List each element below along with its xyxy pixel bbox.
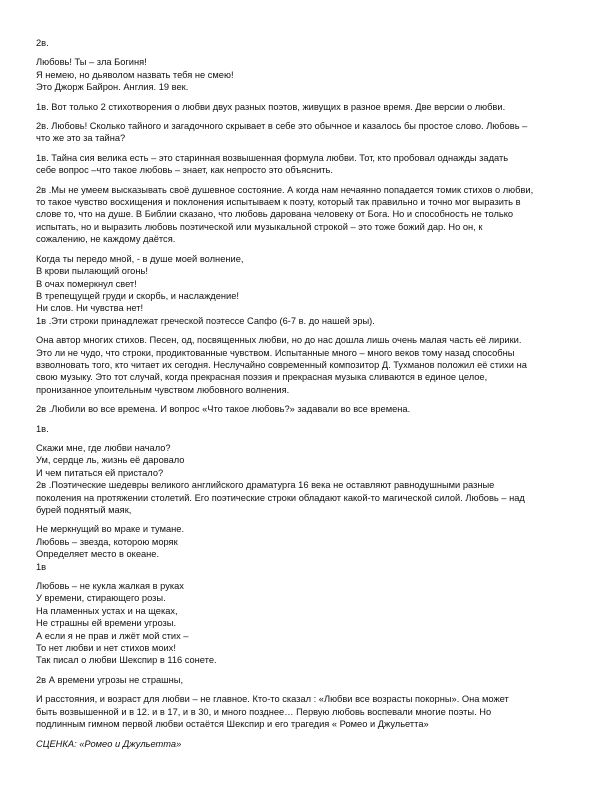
text-line: Это ли не чудо, что строки, продиктованные чувством. Испытанные много – много веков тому назад способны (36, 347, 515, 358)
text-line: Ни слов. Ни чувства нет! (36, 303, 144, 314)
text-line: поколения на протяжении столетий. Его поэтические строки обладают какой-то магической силой. Любовь – над (36, 492, 525, 503)
text-line: сожалению, не каждому даётся. (36, 234, 176, 245)
text-line: И расстояния, и возраст для любви – не главное. Кто-то сказал : «Любви все возрасты покорны». Она может (36, 694, 509, 705)
text-line: себе вопрос –что такое любовь – знает, как непросто это объяснить. (36, 165, 333, 176)
text-line: подлинным гимном первой любви остаётся Шекспир и его трагедия « Ромео и Джульетта» (36, 719, 429, 730)
text-line: В крови пылающий огонь! (36, 266, 148, 277)
text-line: Она автор многих стихов. Песен, од, посвященных любви, но до нас дошла лишь очень малая часть её лирики. (36, 335, 522, 346)
text-line: свою музыку. Это тот случай, когда прекрасная поэзия и прекрасная музыка сливаются в единое целое, (36, 372, 488, 383)
paragraph (36, 120, 576, 145)
text-line: В трепещущей груди и скорбь, и наслаждение! (36, 290, 239, 301)
text-line: 2в .Мы не умеем высказывать своё душевное состояние. А когда нам нечаянно попадается томик стихов о любви, (36, 184, 534, 195)
text-line: На пламенных устах и на щеках, (36, 605, 178, 616)
text-line: Так писал о любви Шекспир в 116 сонете. (36, 655, 217, 666)
paragraph (36, 674, 576, 686)
text-line: испытать, но и выразить любовь поэтической или музыкальной строкой – это тоже божий дар. Но он, к (36, 221, 483, 232)
text-line: Любовь! Ты – зла Богиня! (36, 57, 147, 68)
text-line: 1в. (36, 423, 49, 434)
text-line: 1в. Вот только 2 стихотворения о любви двух разных поэтов, живущих в разное время. Две версии о любви. (36, 101, 506, 112)
text-line: И чем питаться ей пристало? (36, 467, 164, 478)
text-line: 1в. Тайна сия велика есть – это старинная возвышенная формула любви. Тот, кто пробовал однажды задать (36, 152, 509, 163)
text-line: что же это за тайна? (36, 133, 126, 144)
paragraph (36, 184, 576, 246)
speaker-line (36, 37, 576, 49)
text-line: 2в .Поэтические шедевры великого английского драматурга 16 века не оставляют равнодушными разные (36, 480, 495, 491)
text-line: У времени, стирающего розы. (36, 593, 166, 604)
text-line: 2в А времени угрозы не страшны, (36, 674, 184, 685)
paragraph (36, 693, 576, 730)
text-line: Я немею, но дьяволом назвать тебя не смею! (36, 69, 234, 80)
poem-excerpt (36, 56, 576, 93)
text-line: 2в. Любовь! Сколько тайного и загадочного скрывает в себе это обычное и казалось бы простое слово. Любовь – (36, 121, 528, 132)
document-page (36, 37, 576, 750)
text-line: А если я не прав и лжёт мой стих – (36, 630, 189, 641)
text-line: пронизанное упоительным чувством любовного волнения. (36, 384, 290, 395)
text-line: Не меркнущий во мраке и тумане. (36, 524, 185, 535)
text-line: 1в (36, 561, 47, 572)
poem-excerpt (36, 580, 576, 667)
text-line: слове то, что на душе. В Библии сказано, что любовь дарована человеку от Бога. Но и способность не только (36, 209, 514, 220)
text-line: Любовь – звезда, которою моряк (36, 536, 178, 547)
text-line: 2в .Любили во все времена. И вопрос «Что такое любовь?» задавали во все времена. (36, 404, 411, 415)
text-line: Скажи мне, где любви начало? (36, 442, 171, 453)
text-line: 1в .Эти строки принадлежат греческой поэтессе Сапфо (6-7 в. до нашей эры). (36, 315, 375, 326)
paragraph (36, 152, 576, 177)
poem-excerpt (36, 523, 576, 573)
text-line: Не страшны ей времени угрозы. (36, 618, 177, 629)
text-line: Определяет место в океане. (36, 549, 160, 560)
paragraph (36, 334, 576, 396)
speaker-line (36, 423, 576, 435)
poem-excerpt (36, 442, 576, 516)
text-line: СЦЕНКА: «Ромео и Джульетта» (36, 738, 182, 749)
text-line: То нет любви и нет стихов моих! (36, 643, 176, 654)
poem-excerpt (36, 253, 576, 327)
text-line: то такое чувство восхищения и поклонения испытываем к поэту, который так правильно и точно мог выразить в (36, 197, 521, 208)
text-line: Это Джорж Байрон. Англия. 19 век. (36, 82, 189, 93)
text-line: взволновать того, кто читает их сегодня. Неслучайно современный композитор Д. Тухманов положил её стихи на (36, 359, 527, 370)
text-line: быть возвышенной и в 12. и в 17, и в 30, и много позднее… Первую любовь воспевали многие поэты. Но (36, 706, 492, 717)
text-line: Любовь – не кукла жалкая в руках (36, 581, 184, 592)
text-line: бурей поднятый маяк, (36, 505, 132, 515)
paragraph (36, 403, 576, 415)
text-line: В очах померкнул свет! (36, 278, 137, 289)
text-line: Когда ты передо мной, - в душе моей волнение, (36, 253, 244, 264)
text-line: 2в. (36, 38, 49, 48)
paragraph (36, 101, 576, 113)
text-line: Ум, сердце ль, жизнь её даровало (36, 455, 185, 466)
scene-heading (36, 738, 576, 750)
